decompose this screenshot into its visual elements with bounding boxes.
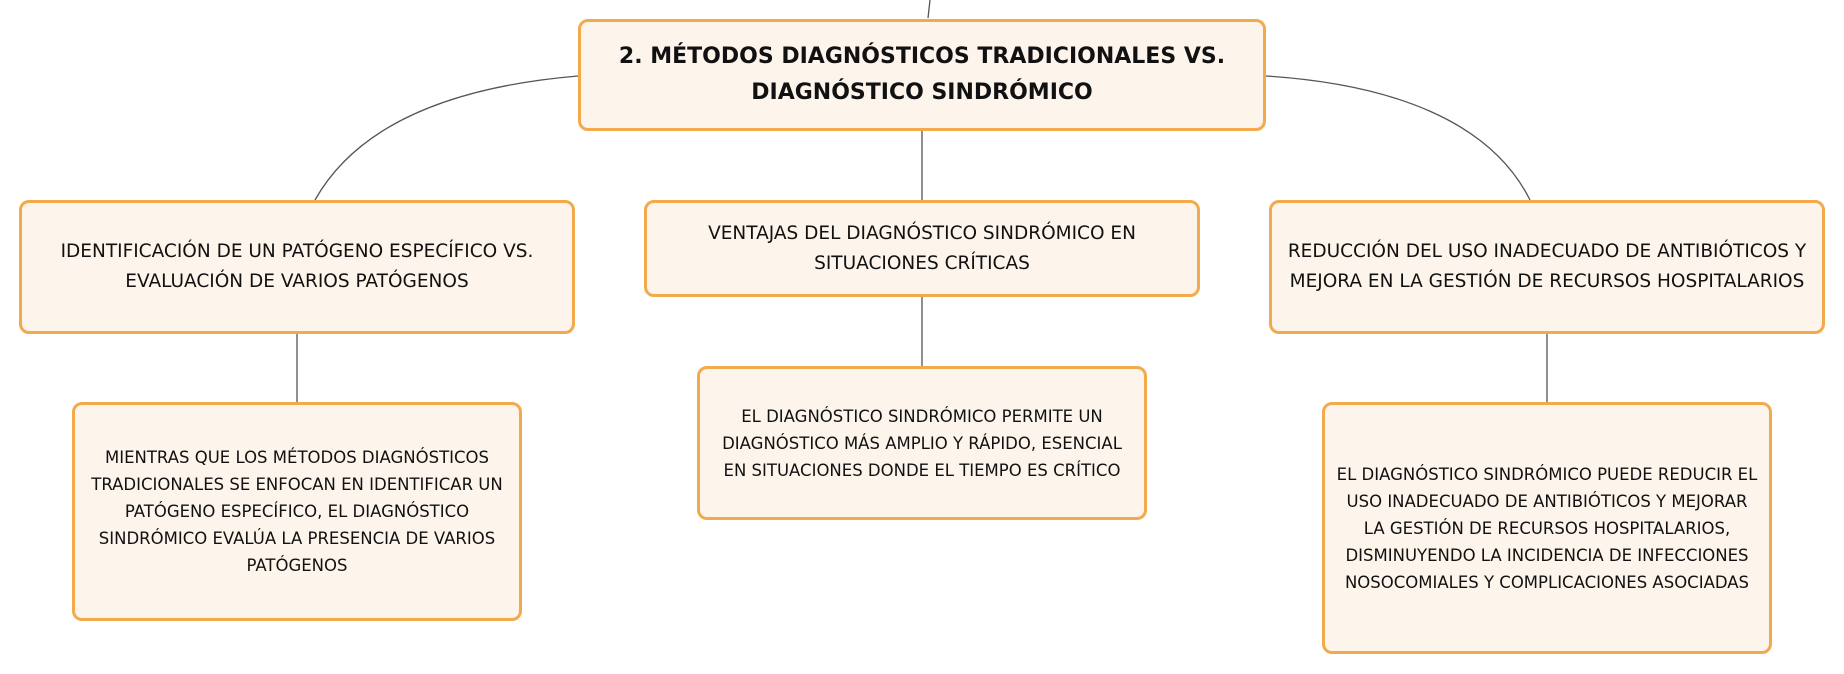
- subtopic-node-pathogen-identification[interactable]: [19, 200, 575, 334]
- detail-text: EL DIAGNÓSTICO SINDRÓMICO PERMITE UN DIAGNÓSTICO MÁS AMPLIO Y RÁPIDO, ESENCIAL EN SITUACIONES DONDE EL TIEMPO ES CRÍTICO: [722, 406, 1122, 480]
- connector-root-to-right: [1266, 76, 1530, 200]
- detail-text: EL DIAGNÓSTICO SINDRÓMICO PUEDE REDUCIR EL USO INADECUADO DE ANTIBIÓTICOS Y MEJORAR LA GESTIÓN DE RECURSOS HOSPITALARIOS, DISMINUYENDO LA INCIDENCIA DE INFECCIONES NOSOCOMIALES Y COMPLICACIONES ASOCIADAS: [1336, 464, 1758, 592]
- connector-parent-to-root: [928, 0, 930, 18]
- detail-node-pathogen-identification[interactable]: [72, 402, 522, 621]
- subtopic-label: IDENTIFICACIÓN DE UN PATÓGENO ESPECÍFICO VS. EVALUACIÓN DE VARIOS PATÓGENOS: [60, 241, 534, 292]
- root-topic-node[interactable]: [578, 19, 1266, 131]
- connector-root-to-left: [315, 76, 578, 200]
- subtopic-label: REDUCCIÓN DEL USO INADECUADO DE ANTIBIÓTICOS Y MEJORA EN LA GESTIÓN DE RECURSOS HOSPITALARIOS: [1287, 241, 1807, 292]
- root-topic-label: 2. MÉTODOS DIAGNÓSTICOS TRADICIONALES VS. DIAGNÓSTICO SINDRÓMICO: [618, 44, 1226, 105]
- detail-node-antibiotic-reduction[interactable]: [1322, 402, 1772, 654]
- subtopic-node-syndromic-advantages[interactable]: [644, 200, 1200, 297]
- subtopic-node-antibiotic-reduction[interactable]: [1269, 200, 1825, 334]
- detail-node-syndromic-advantages[interactable]: [697, 366, 1147, 520]
- subtopic-label: VENTAJAS DEL DIAGNÓSTICO SINDRÓMICO EN SITUACIONES CRÍTICAS: [708, 222, 1136, 274]
- detail-text: MIENTRAS QUE LOS MÉTODOS DIAGNÓSTICOS TRADICIONALES SE ENFOCAN EN IDENTIFICAR UN PATÓGENO ESPECÍFICO, EL DIAGNÓSTICO SINDRÓMICO EVALÚA LA PRESENCIA DE VARIOS PATÓGENOS: [91, 448, 503, 575]
